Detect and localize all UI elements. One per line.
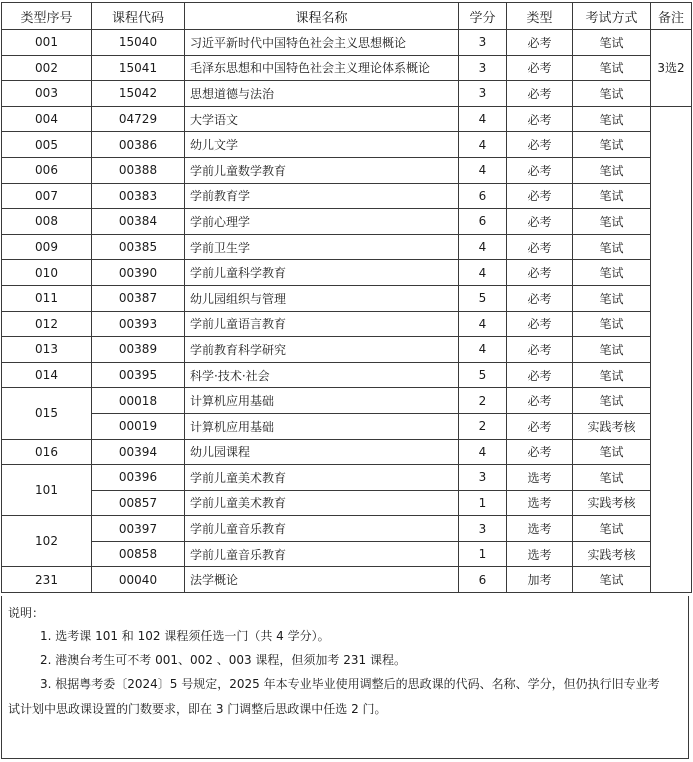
header-credit: 学分	[459, 3, 507, 30]
cell-exam: 笔试	[573, 260, 651, 286]
course-table	[1, 2, 692, 593]
cell-type: 必考	[507, 285, 573, 311]
cell-type: 必考	[507, 337, 573, 363]
table-row	[2, 157, 692, 183]
cell-credit: 5	[459, 362, 507, 388]
cell-exam: 笔试	[573, 183, 651, 209]
cell-exam: 实践考核	[573, 413, 651, 439]
cell-seq: 005	[2, 132, 92, 158]
cell-name: 学前教育科学研究	[185, 337, 459, 363]
table-row	[2, 55, 692, 81]
cell-credit: 3	[459, 516, 507, 542]
cell-exam: 笔试	[573, 439, 651, 465]
cell-name: 学前儿童科学教育	[185, 260, 459, 286]
table-row	[2, 337, 692, 363]
cell-type: 必考	[507, 183, 573, 209]
cell-code: 00395	[92, 362, 185, 388]
cell-seq: 015	[2, 388, 92, 439]
cell-type: 必考	[507, 55, 573, 81]
cell-type: 必考	[507, 81, 573, 107]
cell-exam: 笔试	[573, 516, 651, 542]
cell-seq: 003	[2, 81, 92, 107]
cell-type: 必考	[507, 132, 573, 158]
cell-credit: 1	[459, 541, 507, 567]
cell-credit: 3	[459, 81, 507, 107]
cell-type: 必考	[507, 30, 573, 56]
cell-name: 学前儿童数学教育	[185, 157, 459, 183]
cell-seq: 101	[2, 465, 92, 516]
cell-seq: 016	[2, 439, 92, 465]
cell-code: 00383	[92, 183, 185, 209]
cell-exam: 笔试	[573, 81, 651, 107]
cell-credit: 4	[459, 337, 507, 363]
cell-credit: 3	[459, 465, 507, 491]
table-row	[2, 439, 692, 465]
cell-code: 00857	[92, 490, 185, 516]
table-row	[2, 541, 692, 567]
cell-name: 学前卫生学	[185, 234, 459, 260]
cell-exam: 笔试	[573, 337, 651, 363]
cell-credit: 4	[459, 157, 507, 183]
cell-code: 00393	[92, 311, 185, 337]
cell-credit: 3	[459, 30, 507, 56]
cell-credit: 4	[459, 311, 507, 337]
cell-code: 00390	[92, 260, 185, 286]
notes-section	[1, 596, 689, 759]
table-row	[2, 132, 692, 158]
cell-seq: 010	[2, 260, 92, 286]
cell-seq: 012	[2, 311, 92, 337]
cell-code: 00018	[92, 388, 185, 414]
cell-type: 必考	[507, 388, 573, 414]
cell-exam: 笔试	[573, 55, 651, 81]
cell-seq: 008	[2, 209, 92, 235]
table-row	[2, 567, 692, 593]
cell-type: 选考	[507, 516, 573, 542]
cell-name: 学前儿童音乐教育	[185, 541, 459, 567]
cell-code: 00040	[92, 567, 185, 593]
note-line-1: 1. 选考课 101 和 102 课程须任选一门（共 4 学分）。	[40, 629, 330, 643]
cell-code: 15041	[92, 55, 185, 81]
cell-code: 00384	[92, 209, 185, 235]
cell-name: 幼儿园组织与管理	[185, 285, 459, 311]
cell-seq: 013	[2, 337, 92, 363]
cell-code: 00389	[92, 337, 185, 363]
notes-title: 说明：	[8, 606, 45, 620]
note-line-2: 2. 港澳台考生可不考 001、002 、003 课程，但须加考 231 课程。	[40, 653, 406, 667]
cell-seq: 014	[2, 362, 92, 388]
cell-code: 00385	[92, 234, 185, 260]
cell-type: 必考	[507, 260, 573, 286]
cell-type: 加考	[507, 567, 573, 593]
cell-exam: 笔试	[573, 234, 651, 260]
cell-name: 毛泽东思想和中国特色社会主义理论体系概论	[185, 55, 459, 81]
cell-type: 必考	[507, 311, 573, 337]
cell-exam: 实践考核	[573, 541, 651, 567]
cell-code: 00397	[92, 516, 185, 542]
cell-type: 必考	[507, 362, 573, 388]
table-row	[2, 106, 692, 132]
cell-name: 科学·技术·社会	[185, 362, 459, 388]
cell-name: 学前教育学	[185, 183, 459, 209]
cell-seq: 102	[2, 516, 92, 567]
cell-type: 必考	[507, 157, 573, 183]
header-type: 类型	[507, 3, 573, 30]
cell-type: 选考	[507, 541, 573, 567]
cell-exam: 实践考核	[573, 490, 651, 516]
header-remark: 备注	[651, 3, 692, 30]
cell-name: 学前儿童语言教育	[185, 311, 459, 337]
header-seq: 类型序号	[2, 3, 92, 30]
cell-exam: 笔试	[573, 157, 651, 183]
cell-credit: 1	[459, 490, 507, 516]
table-row	[2, 30, 692, 56]
cell-credit: 4	[459, 260, 507, 286]
cell-code: 04729	[92, 106, 185, 132]
cell-name: 计算机应用基础	[185, 413, 459, 439]
cell-type: 必考	[507, 209, 573, 235]
header-row	[2, 3, 692, 30]
cell-credit: 6	[459, 567, 507, 593]
cell-exam: 笔试	[573, 30, 651, 56]
cell-type: 必考	[507, 413, 573, 439]
cell-code: 00396	[92, 465, 185, 491]
cell-type: 必考	[507, 234, 573, 260]
cell-credit: 5	[459, 285, 507, 311]
table-row	[2, 516, 692, 542]
cell-exam: 笔试	[573, 465, 651, 491]
cell-name: 大学语文	[185, 106, 459, 132]
note-line-3: 3. 根据粤考委〔2024〕5 号规定，2025 年本专业毕业使用调整后的思政课的代码、名称、学分，但仍执行旧专业考	[40, 677, 660, 691]
cell-name: 学前儿童美术教育	[185, 465, 459, 491]
cell-name: 习近平新时代中国特色社会主义思想概论	[185, 30, 459, 56]
cell-exam: 笔试	[573, 567, 651, 593]
cell-seq: 231	[2, 567, 92, 593]
cell-credit: 4	[459, 439, 507, 465]
header-code: 课程代码	[92, 3, 185, 30]
cell-code: 15040	[92, 30, 185, 56]
cell-exam: 笔试	[573, 209, 651, 235]
cell-seq: 001	[2, 30, 92, 56]
cell-credit: 4	[459, 234, 507, 260]
cell-type: 选考	[507, 465, 573, 491]
table-row	[2, 362, 692, 388]
cell-remark: 3选2	[651, 30, 692, 107]
cell-credit: 6	[459, 209, 507, 235]
cell-remark-empty	[651, 106, 692, 592]
table-body	[2, 30, 692, 593]
cell-name: 学前心理学	[185, 209, 459, 235]
cell-credit: 2	[459, 388, 507, 414]
cell-credit: 4	[459, 132, 507, 158]
cell-name: 幼儿文学	[185, 132, 459, 158]
cell-credit: 3	[459, 55, 507, 81]
header-exam: 考试方式	[573, 3, 651, 30]
table-row	[2, 413, 692, 439]
cell-seq: 002	[2, 55, 92, 81]
cell-credit: 4	[459, 106, 507, 132]
table-row	[2, 311, 692, 337]
cell-code: 00387	[92, 285, 185, 311]
cell-code: 15042	[92, 81, 185, 107]
cell-name: 学前儿童音乐教育	[185, 516, 459, 542]
cell-code: 00386	[92, 132, 185, 158]
cell-type: 选考	[507, 490, 573, 516]
cell-type: 必考	[507, 106, 573, 132]
cell-exam: 笔试	[573, 311, 651, 337]
cell-seq: 009	[2, 234, 92, 260]
cell-seq: 004	[2, 106, 92, 132]
cell-name: 法学概论	[185, 567, 459, 593]
table-row	[2, 234, 692, 260]
table-row	[2, 260, 692, 286]
cell-exam: 笔试	[573, 132, 651, 158]
cell-credit: 6	[459, 183, 507, 209]
cell-name: 学前儿童美术教育	[185, 490, 459, 516]
table-row	[2, 183, 692, 209]
table-row	[2, 81, 692, 107]
cell-name: 幼儿园课程	[185, 439, 459, 465]
cell-name: 思想道德与法治	[185, 81, 459, 107]
header-name: 课程名称	[185, 3, 459, 30]
cell-credit: 2	[459, 413, 507, 439]
cell-name: 计算机应用基础	[185, 388, 459, 414]
table-row	[2, 388, 692, 414]
cell-exam: 笔试	[573, 388, 651, 414]
cell-code: 00388	[92, 157, 185, 183]
cell-exam: 笔试	[573, 285, 651, 311]
cell-code: 00394	[92, 439, 185, 465]
cell-code: 00858	[92, 541, 185, 567]
cell-exam: 笔试	[573, 362, 651, 388]
cell-exam: 笔试	[573, 106, 651, 132]
cell-seq: 011	[2, 285, 92, 311]
cell-type: 必考	[507, 439, 573, 465]
table-row	[2, 209, 692, 235]
cell-code: 00019	[92, 413, 185, 439]
table-row	[2, 465, 692, 491]
cell-seq: 006	[2, 157, 92, 183]
table-row	[2, 285, 692, 311]
note-line-3-continued: 试计划中思政课设置的门数要求，即在 3 门调整后思政课中任选 2 门。	[8, 702, 387, 716]
table-row	[2, 490, 692, 516]
cell-seq: 007	[2, 183, 92, 209]
